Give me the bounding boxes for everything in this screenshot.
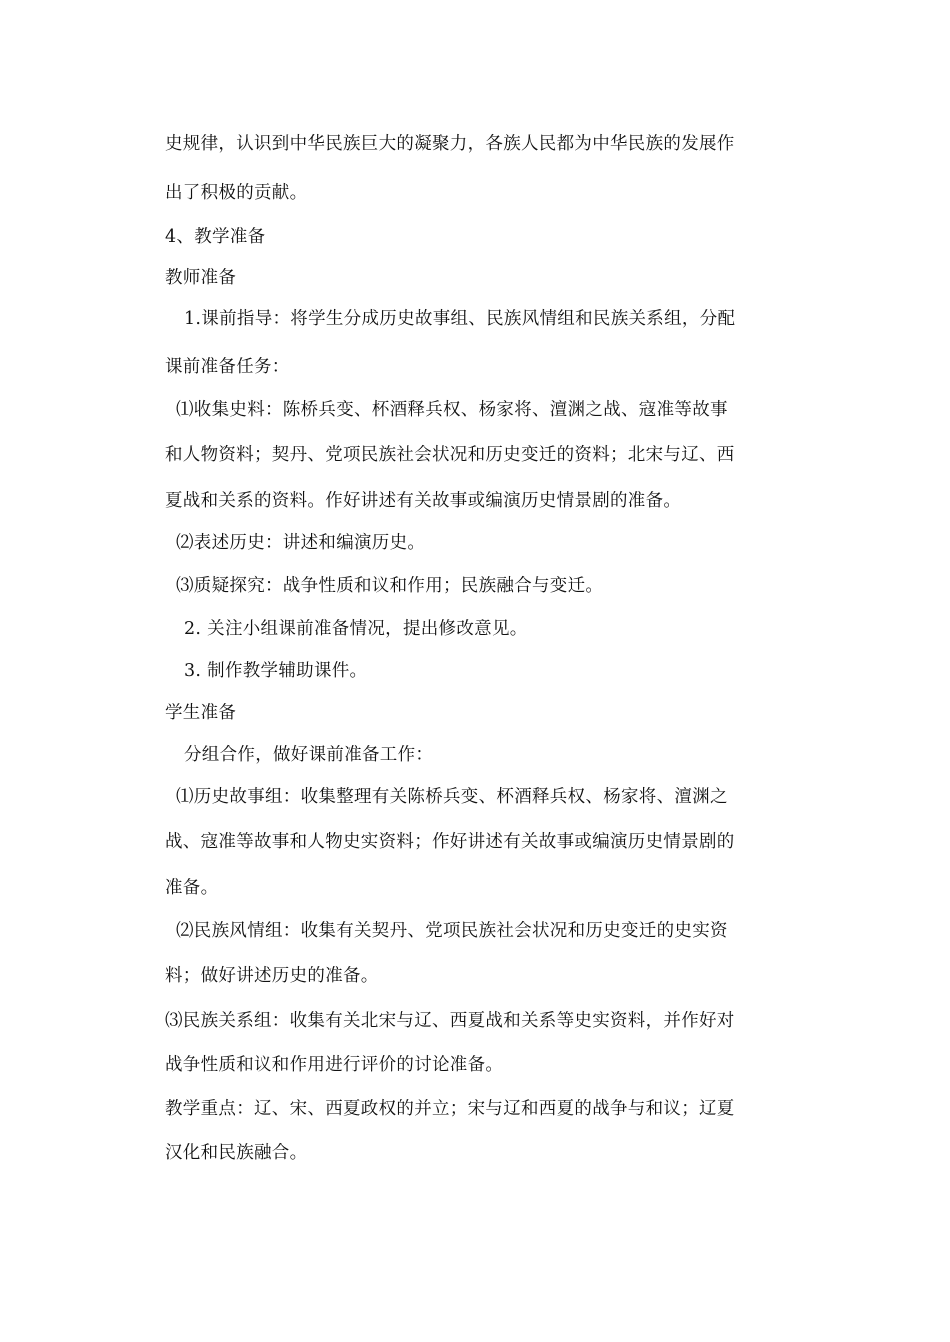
paragraph-line: 分组合作，做好课前准备工作： bbox=[184, 745, 434, 765]
paragraph-line: 教学重点：辽、宋、西夏政权的并立；宋与辽和西夏的战争与和议；辽夏 bbox=[165, 1099, 735, 1119]
list-item: ⑶民族关系组：收集有关北宋与辽、西夏战和关系等史实资料，并作好对 bbox=[165, 1011, 735, 1031]
paragraph-line: 汉化和民族融合。 bbox=[165, 1143, 308, 1163]
list-item: 3. 制作教学辅助课件。 bbox=[184, 661, 368, 681]
paragraph-line: 课前准备任务： bbox=[165, 357, 290, 377]
paragraph-line: 史规律，认识到中华民族巨大的凝聚力，各族人民都为中华民族的发展作 bbox=[165, 134, 735, 154]
paragraph-line: 夏战和关系的资料。作好讲述有关故事或编演历史情景剧的准备。 bbox=[165, 491, 682, 511]
paragraph-line: 和人物资料；契丹、党项民族社会状况和历史变迁的资料；北宋与辽、西 bbox=[165, 445, 735, 465]
list-item: ⑴历史故事组：收集整理有关陈桥兵变、杯酒释兵权、杨家将、澶渊之 bbox=[176, 787, 728, 807]
paragraph-line: 出了积极的贡献。 bbox=[165, 183, 308, 203]
paragraph-line: 1.课前指导：将学生分成历史故事组、民族风情组和民族关系组，分配 bbox=[184, 309, 736, 329]
list-item: ⑵民族风情组：收集有关契丹、党项民族社会状况和历史变迁的史实资 bbox=[176, 921, 728, 941]
paragraph-line: 准备。 bbox=[165, 878, 219, 898]
paragraph-line: 战、寇准等故事和人物史实资料；作好讲述有关故事或编演历史情景剧的 bbox=[165, 832, 735, 852]
list-item: ⑶质疑探究：战争性质和议和作用；民族融合与变迁。 bbox=[176, 576, 604, 596]
list-item: ⑴收集史料：陈桥兵变、杯酒释兵权、杨家将、澶渊之战、寇准等故事 bbox=[176, 400, 728, 420]
list-item: 2. 关注小组课前准备情况，提出修改意见。 bbox=[184, 619, 528, 639]
subsection-heading: 学生准备 bbox=[165, 703, 237, 723]
subsection-heading: 教师准备 bbox=[165, 268, 237, 288]
section-heading: 4、教学准备 bbox=[165, 227, 266, 247]
paragraph-line: 战争性质和议和作用进行评价的讨论准备。 bbox=[165, 1055, 504, 1075]
list-item: ⑵表述历史：讲述和编演历史。 bbox=[176, 533, 426, 553]
paragraph-line: 料；做好讲述历史的准备。 bbox=[165, 966, 379, 986]
